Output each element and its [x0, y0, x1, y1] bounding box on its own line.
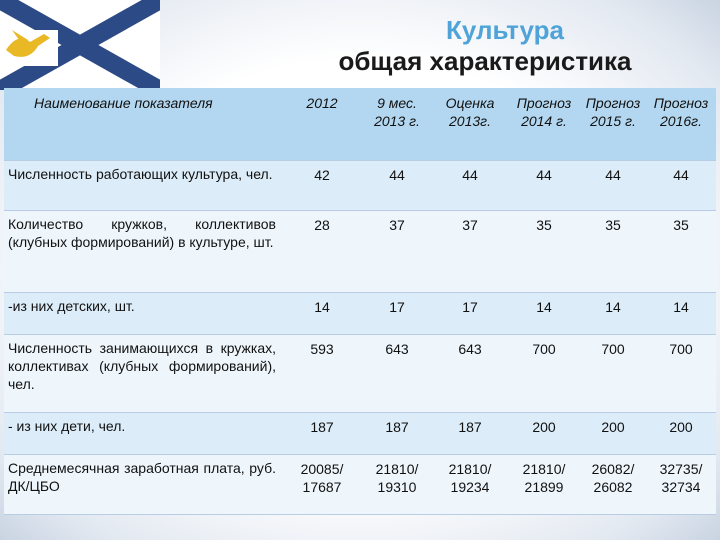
cell-value: 37 — [362, 211, 432, 293]
column-header: 9 мес. 2013 г. — [362, 88, 432, 161]
slide-title — [250, 14, 720, 76]
cell-value: 44 — [646, 161, 716, 211]
column-header: Наименование показателя — [4, 88, 282, 161]
cell-value: 35 — [508, 211, 580, 293]
cell-value: 14 — [508, 293, 580, 335]
cell-value: 21810/ 19310 — [362, 455, 432, 515]
cell-value: 593 — [282, 335, 362, 413]
row-label: Количество кружков, коллективов (клубных формирований) в культуре, шт. — [4, 211, 282, 293]
cell-value: 44 — [508, 161, 580, 211]
cell-value: 35 — [580, 211, 646, 293]
table-row — [4, 335, 716, 413]
cell-value: 643 — [362, 335, 432, 413]
row-label: Численность занимающихся в кружках, коллективах (клубных формирований), чел. — [4, 335, 282, 413]
row-label: - из них дети, чел. — [4, 413, 282, 455]
cell-value: 44 — [362, 161, 432, 211]
cell-value: 643 — [432, 335, 508, 413]
cell-value: 17 — [362, 293, 432, 335]
table-row — [4, 455, 716, 515]
row-label: Среднемесячная заработная плата, руб. ДК/ЦБО — [4, 455, 282, 515]
cell-value: 200 — [580, 413, 646, 455]
cell-value: 26082/ 26082 — [580, 455, 646, 515]
flag-emblem-icon — [0, 0, 160, 90]
cell-value: 44 — [580, 161, 646, 211]
cell-value: 700 — [580, 335, 646, 413]
cell-value: 700 — [646, 335, 716, 413]
cell-value: 187 — [282, 413, 362, 455]
cell-value: 200 — [646, 413, 716, 455]
cell-value: 200 — [508, 413, 580, 455]
row-label: -из них детских, шт. — [4, 293, 282, 335]
column-header: Прогноз 2014 г. — [508, 88, 580, 161]
row-label: Численность работающих культура, чел. — [4, 161, 282, 211]
cell-value: 37 — [432, 211, 508, 293]
cell-value: 14 — [646, 293, 716, 335]
cell-value: 17 — [432, 293, 508, 335]
title-line-2: общая характеристика — [338, 46, 632, 76]
cell-value: 14 — [282, 293, 362, 335]
column-header: Прогноз 2016г. — [646, 88, 716, 161]
cell-value: 28 — [282, 211, 362, 293]
table-row — [4, 413, 716, 455]
cell-value: 700 — [508, 335, 580, 413]
cell-value: 21810/ 19234 — [432, 455, 508, 515]
table-row — [4, 211, 716, 293]
column-header: Прогноз 2015 г. — [580, 88, 646, 161]
cell-value: 44 — [432, 161, 508, 211]
table-row — [4, 293, 716, 335]
cell-value: 42 — [282, 161, 362, 211]
cell-value: 35 — [646, 211, 716, 293]
table-header-row — [4, 88, 716, 161]
cell-value: 187 — [432, 413, 508, 455]
column-header: 2012 — [282, 88, 362, 161]
title-line-1: Культура — [445, 15, 565, 45]
column-header: Оценка 2013г. — [432, 88, 508, 161]
indicators-table — [4, 88, 716, 515]
cell-value: 20085/ 17687 — [282, 455, 362, 515]
cell-value: 14 — [580, 293, 646, 335]
table-row — [4, 161, 716, 211]
cell-value: 21810/ 21899 — [508, 455, 580, 515]
cell-value: 187 — [362, 413, 432, 455]
cell-value: 32735/ 32734 — [646, 455, 716, 515]
